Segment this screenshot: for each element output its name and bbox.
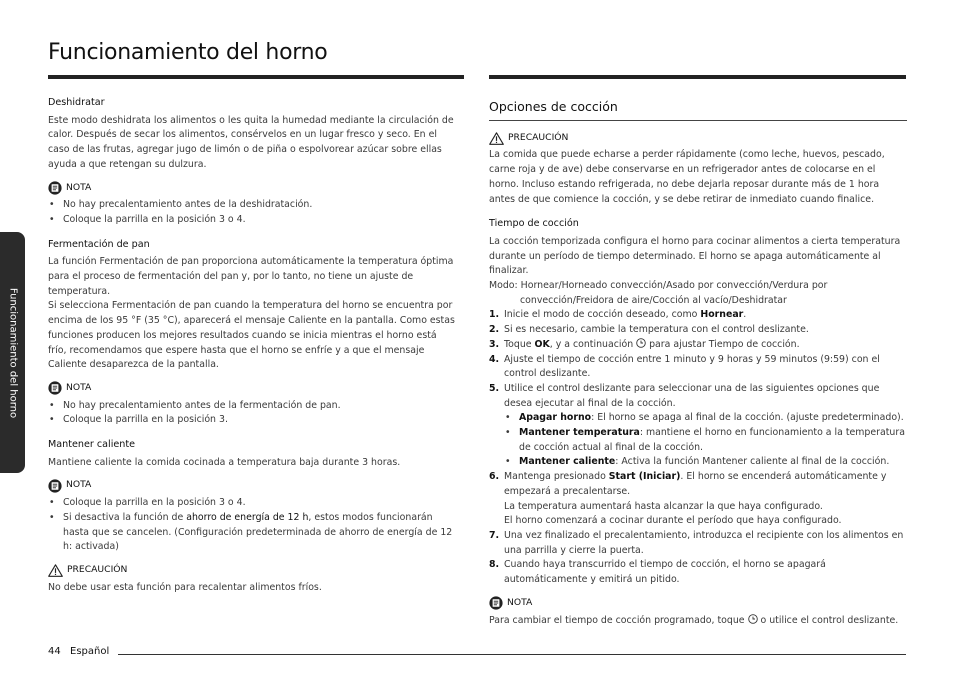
step-item — [489, 338, 907, 353]
fermentacion-notes — [48, 399, 456, 428]
clock-icon — [748, 614, 758, 624]
caution-header — [489, 131, 907, 146]
left-header-rule — [48, 75, 464, 79]
step-number: 5. — [489, 382, 500, 394]
mantener-caution-text: No debe usar esta función para recalentar alimentos fríos. — [48, 581, 322, 593]
option-item — [504, 411, 907, 426]
step-text: Inicie el modo de cocción deseado, como — [504, 309, 701, 321]
deshidratar-text: Este modo deshidrata los alimentos o les quita la humedad mediante la circulación de calor. Después de secar los alimentos, consérvelos en un lugar fresco y seco. En el caso de las frutas, agregar jugo de limón o de piña o espolvorear azúcar sobre ellas ayuda a que retengan su dulzura. — [48, 114, 454, 170]
deshidratar-note-header — [48, 181, 456, 196]
step-item — [489, 558, 907, 587]
fermentacion-text-1: La función Fermentación de pan proporciona automáticamente la temperatura óptima para el proceso de fermentación del pan y, por lo tanto, no tiene un ajuste de temperatura. — [48, 256, 454, 297]
page-language: Español — [70, 646, 110, 657]
step-text: . El horno se encenderá automáticamente y empezará a precalentarse. — [504, 471, 887, 497]
warning-icon — [48, 564, 63, 577]
note-label: NOTA — [66, 381, 92, 393]
modo-label: Modo — [489, 280, 515, 292]
step-text: Si es necesario, cambie la temperatura con el control deslizante. — [504, 324, 809, 336]
page-number: 44 — [48, 646, 61, 657]
mantener-note-header — [48, 478, 456, 493]
option-emphasis: Apagar horno — [519, 412, 592, 424]
mantener-text: Mantiene caliente la comida cocinada a temperatura baja durante 3 horas. — [48, 456, 401, 468]
option-item — [504, 455, 907, 470]
right-column — [489, 100, 907, 628]
side-tab — [0, 232, 25, 473]
fermentacion-note-header — [48, 381, 456, 396]
step-5-options — [504, 411, 907, 470]
fermentacion-heading: Fermentación de pan — [48, 238, 150, 250]
step-number: 3. — [489, 338, 500, 350]
step-text: La temperatura aumentará hasta alcanzar la que haya configurado. — [504, 500, 823, 512]
step-text: . — [743, 309, 747, 321]
step-item — [489, 529, 907, 558]
note-icon — [48, 479, 62, 493]
caution-label: PRECAUCIÓN — [67, 563, 128, 575]
step-text: , y a continuación — [549, 338, 637, 350]
warning-icon — [489, 132, 504, 145]
caution-text: La comida que puede echarse a perder rápidamente (como leche, huevos, pescado, carne roja y de ave) debe conservarse en un refrigerador antes de colocarse en el horno. Incluso estando refrigerada, no debe dejarla reposar durante más de 1 hora antes de que comience la cocción, y se debe retirar de inmediato cuando finalice. — [489, 149, 885, 205]
step-text: Ajuste el tiempo de cocción entre 1 minuto y 9 horas y 59 minutos (9:59) con el control deslizante. — [504, 353, 880, 380]
option-emphasis: Mantener caliente — [519, 456, 616, 468]
tiempo-heading: Tiempo de cocción — [489, 218, 579, 230]
list-item: • Coloque la parrilla en la posición 3 o 4. — [48, 213, 456, 228]
mantener-heading: Mantener caliente — [48, 439, 136, 451]
step-emphasis: Hornear — [700, 309, 744, 321]
option-text: : Activa la función Mantener caliente al final de la cocción. — [615, 456, 890, 468]
step-item — [489, 323, 907, 338]
step-text: Toque — [504, 338, 535, 350]
step-item — [489, 382, 907, 470]
step-item — [489, 470, 907, 529]
step-emphasis: Start (Iniciar) — [608, 471, 681, 483]
note-label: NOTA — [66, 181, 92, 193]
footer-rule — [118, 654, 906, 655]
deshidratar-notes — [48, 198, 456, 227]
bullet-text: , estos modos funcionarán hasta que se cancelen. (Configuración predeterminada de ahorro de energía de 12 h: activada) — [63, 511, 453, 553]
list-item: • No hay precalentamiento antes de la deshidratación. — [48, 198, 456, 213]
list-item: • Coloque la parrilla en la posición 3. — [48, 413, 456, 428]
note-label: NOTA — [507, 596, 533, 608]
step-item — [489, 308, 907, 323]
side-tab-label: Funcionamiento del horno — [7, 287, 18, 418]
right-header-rule — [489, 75, 906, 79]
note-icon — [489, 596, 503, 610]
note-label: NOTA — [66, 479, 92, 491]
note-icon — [48, 381, 62, 395]
step-item — [489, 353, 907, 382]
modo-line — [489, 279, 907, 294]
page-title: Funcionamiento del horno — [48, 40, 328, 65]
step-number: 6. — [489, 471, 500, 483]
step-number: 7. — [489, 529, 500, 541]
list-item: • Coloque la parrilla en la posición 3 o 4. — [48, 496, 456, 511]
list-item: • No hay precalentamiento antes de la fermentación de pan. — [48, 399, 456, 414]
clock-icon — [636, 338, 646, 348]
bullet-emphasis: ahorro de energía de 12 h — [186, 511, 309, 523]
step-text: El horno comenzará a cocinar durante el período que haya configurado. — [504, 515, 842, 527]
modo-list: : Hornear/Horneado convección/Asado por convección/Verdura por — [514, 280, 828, 292]
option-emphasis: Mantener temperatura — [519, 427, 640, 439]
caution-label: PRECAUCIÓN — [508, 131, 569, 143]
step-number: 4. — [489, 353, 500, 365]
step-text: Mantenga presionado — [504, 471, 609, 483]
section-heading: Opciones de cocción — [489, 100, 907, 121]
fermentacion-text-2: Si selecciona Fermentación de pan cuando la temperatura del horno se encuentra por encima de los 95 °F (35 °C), aparecerá el mensaje Caliente en la pantalla. Como estas funciones producen los mejores resultados cuando se inicia mientras el horno está frío, recomendamos que espere hasta que el horno se enfríe y a que el mensaje Caliente desaparezca de la pantalla. — [48, 300, 455, 371]
option-text: : El horno se apaga al final de la cocción. (ajuste predeterminado). — [591, 412, 904, 424]
steps-list — [489, 308, 907, 587]
mantener-notes — [48, 496, 456, 555]
step-number: 8. — [489, 559, 500, 571]
option-item — [504, 426, 907, 455]
mantener-caution-header — [48, 563, 456, 578]
step-text: Cuando haya transcurrido el tiempo de cocción, el horno se apagará automáticamente y emitirá un pitido. — [504, 559, 826, 586]
step-emphasis: OK — [534, 338, 550, 350]
deshidratar-heading: Deshidratar — [48, 97, 105, 108]
step-text: Una vez finalizado el precalentamiento, introduzca el recipiente con los alimentos en una parrilla y cierre la puerta. — [504, 529, 904, 556]
tiempo-note-text — [489, 614, 907, 629]
tiempo-text: La cocción temporizada configura el horno para cocinar alimentos a cierta temperatura durante un período de tiempo determinado. El horno se apaga automáticamente al finalizar. — [489, 235, 901, 277]
step-text: para ajustar Tiempo de cocción. — [646, 338, 800, 350]
note-icon — [48, 181, 62, 195]
step-number: 2. — [489, 324, 500, 336]
tiempo-note-header — [489, 596, 907, 611]
list-item — [48, 511, 456, 555]
bullet-text: Si desactiva la función de — [63, 511, 187, 523]
step-number: 1. — [489, 309, 500, 321]
modo-line-2: convección/Freidora de aire/Cocción al vacío/Deshidratar — [520, 294, 787, 306]
option-text: : mantiene el horno en funcionamiento a la temperatura de cocción actual al final de la cocción. — [519, 427, 905, 453]
left-column — [48, 96, 456, 595]
step-text: Utilice el control deslizante para seleccionar una de las siguientes opciones que desea ejecutar al final de la cocción. — [504, 382, 880, 409]
note-text: o utilice el control deslizante. — [757, 614, 899, 626]
note-text: Para cambiar el tiempo de cocción programado, toque — [489, 614, 748, 626]
